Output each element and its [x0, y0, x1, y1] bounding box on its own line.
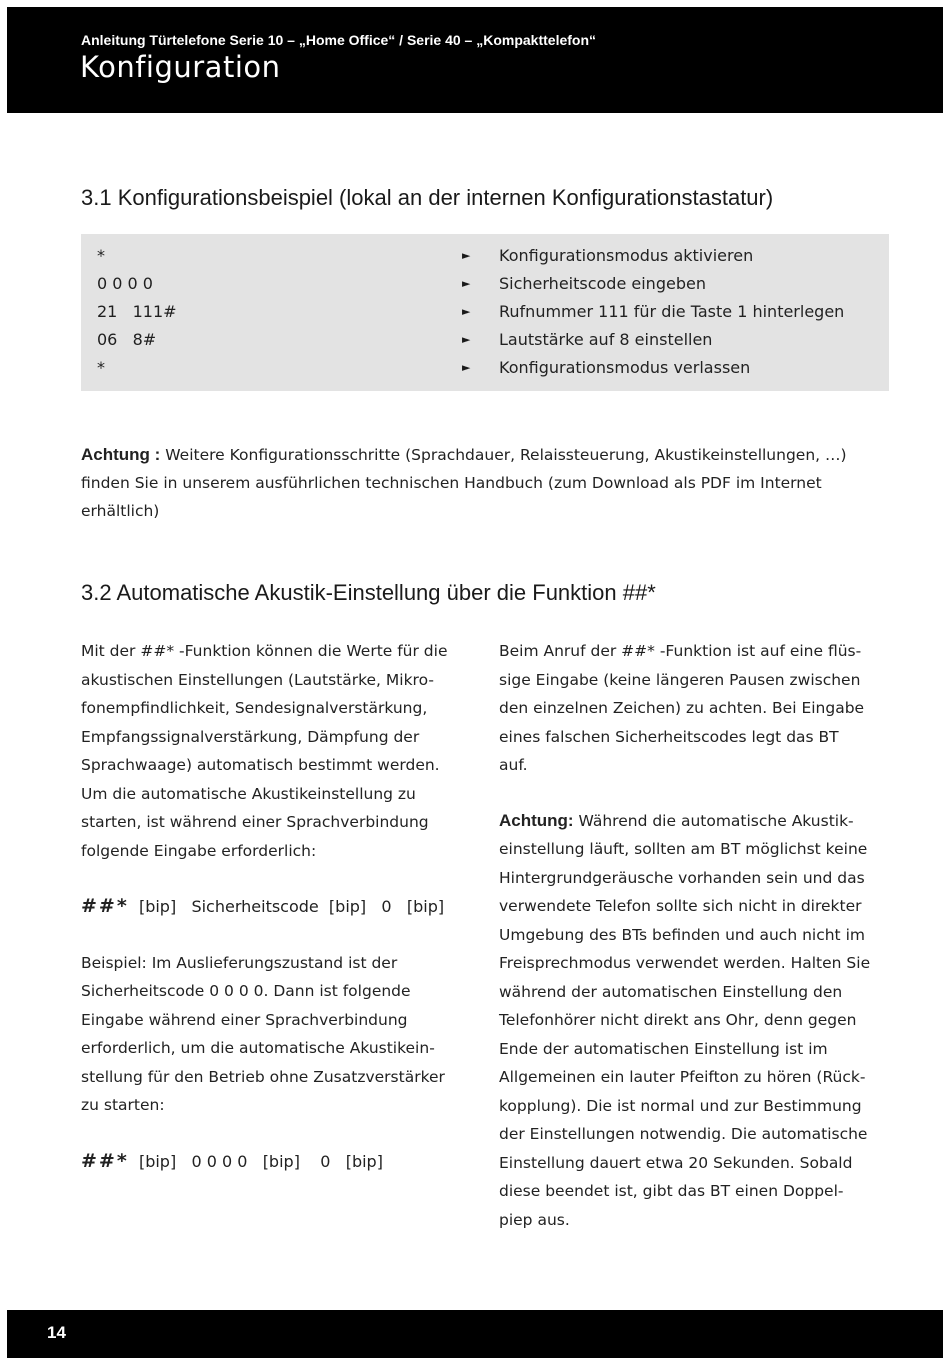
text-line: Um die automatische Akustikeinstellung zu: [81, 784, 416, 803]
text-line: Allgemeinen ein lauter Pfeifton zu hören (Rück-: [499, 1068, 866, 1086]
text-line: erforderlich, um die automatische Akustikein-: [81, 1039, 435, 1057]
text-line: auf.: [499, 756, 528, 774]
sequence-steps: [bip] 0 0 0 0 [bip] 0 [bip]: [128, 1151, 383, 1171]
text-line: zu starten:: [81, 1096, 165, 1114]
step-code: 21 111#: [97, 302, 177, 321]
text-line: Ende der automatischen Einstellung ist im: [499, 1039, 828, 1058]
config-step: [81, 274, 889, 302]
page-number: 14: [47, 1323, 66, 1342]
step-code: 06 8#: [97, 330, 157, 349]
text-line: Umgebung des BTs befinden und auch nicht im: [499, 925, 865, 944]
text-line: Beim Anruf der ##* -Funktion ist auf eine flüs-: [499, 642, 862, 660]
text-line: eines falschen Sicherheitscodes legt das BT: [499, 727, 839, 746]
key-sequence: [81, 892, 481, 922]
arrow-right-icon: ►: [462, 333, 471, 346]
note-label: Achtung:: [499, 810, 574, 830]
text-line: Freisprechmodus verwendet werden. Halten Sie: [499, 954, 871, 972]
config-step: [81, 302, 889, 330]
key-sequence: [81, 1147, 481, 1177]
text-line: akustischen Einstellungen (Lautstärke, Mikro-: [81, 670, 434, 689]
paragraph: [81, 949, 481, 1120]
step-description: Lautstärke auf 8 einstellen: [499, 330, 713, 349]
step-description: Sicherheitscode eingeben: [499, 274, 706, 293]
text-line: Sicherheitscode 0 0 0 0. Dann ist folgende: [81, 982, 411, 1000]
text-line: Während die automatische Akustik-: [573, 811, 854, 830]
config-steps-box: [81, 234, 889, 391]
step-description: Rufnummer 111 für die Taste 1 hinterlegen: [499, 302, 845, 321]
text-line: Beispiel: Im Auslieferungszustand ist der: [81, 953, 398, 972]
text-line: Telefonhörer nicht direkt ans Ohr, denn gegen: [499, 1011, 857, 1029]
text-line: Empfangssignalverstärkung, Dämpfung der: [81, 727, 420, 746]
text-line: diese beendet ist, gibt das BT einen Doppel-: [499, 1182, 844, 1200]
text-line: kopplung). Die ist normal und zur Bestimmung: [499, 1096, 862, 1115]
paragraph: [499, 637, 909, 780]
note-label: Achtung :: [81, 445, 161, 464]
warning-note: [81, 441, 901, 525]
step-description: Konfigurationsmodus verlassen: [499, 358, 751, 377]
note-text: erhältlich): [81, 502, 160, 520]
sequence-keys: ##*: [81, 895, 129, 917]
text-line: einstellung läuft, sollten am BT möglichst keine: [499, 840, 868, 858]
text-line: Sprachwaage) automatisch bestimmt werden.: [81, 756, 440, 774]
arrow-right-icon: ►: [462, 361, 471, 374]
section-heading-3-1: 3.1 Konfigurationsbeispiel (lokal an der internen Konfigurationstastatur): [81, 185, 774, 210]
left-column: [81, 637, 481, 1176]
text-line: den einzelnen Zeichen) zu achten. Bei Eingabe: [499, 699, 865, 717]
text-line: während der automatischen Einstellung den: [499, 982, 843, 1001]
text-line: piep aus.: [499, 1210, 570, 1229]
arrow-right-icon: ►: [462, 305, 471, 318]
page-title: Konfiguration: [80, 50, 281, 84]
arrow-right-icon: ►: [462, 277, 471, 290]
page-header: [7, 7, 943, 113]
document-subtitle: Anleitung Türtelefone Serie 10 – „Home Office“ / Serie 40 – „Kompakttelefon“: [81, 32, 597, 48]
text-line: verwendete Telefon sollte sich nicht in direkter: [499, 897, 862, 915]
step-code: *: [97, 246, 105, 265]
text-line: sige Eingabe (keine längeren Pausen zwischen: [499, 670, 861, 689]
step-description: Konfigurationsmodus aktivieren: [499, 246, 754, 265]
page-footer: [7, 1310, 943, 1358]
text-line: der Einstellungen notwendig. Die automatische: [499, 1125, 868, 1143]
warning-paragraph: [499, 807, 909, 1235]
config-step: [81, 330, 889, 358]
paragraph: [81, 637, 481, 865]
text-line: Hintergrundgeräusche vorhanden sein und das: [499, 868, 865, 887]
text-line: starten, ist während einer Sprachverbindung: [81, 813, 429, 831]
note-text: finden Sie in unserem ausführlichen technischen Handbuch (zum Download als PDF im Internet: [81, 474, 822, 492]
step-code: 0 0 0 0: [97, 274, 153, 293]
step-code: *: [97, 358, 105, 377]
sequence-keys: ##*: [81, 1149, 129, 1172]
text-line: stellung für den Betrieb ohne Zusatzverstärker: [81, 1067, 445, 1086]
section-heading-3-2: 3.2 Automatische Akustik-Einstellung über die Funktion ##*: [81, 580, 656, 605]
text-line: Eingabe während einer Sprachverbindung: [81, 1010, 408, 1029]
sequence-steps: [bip] Sicherheitscode [bip] 0 [bip]: [128, 897, 445, 916]
config-step: [81, 358, 889, 386]
arrow-right-icon: ►: [462, 249, 471, 262]
note-text: Weitere Konfigurationsschritte (Sprachdauer, Relaissteuerung, Akustikeinstellungen, …): [160, 446, 847, 464]
text-line: folgende Eingabe erforderlich:: [81, 841, 317, 860]
config-step: [81, 246, 889, 274]
text-line: Einstellung dauert etwa 20 Sekunden. Sobald: [499, 1153, 853, 1172]
text-line: fonempfindlichkeit, Sendesignalverstärkung,: [81, 699, 428, 717]
right-column: [499, 637, 909, 1234]
text-line: Mit der ##* -Funktion können die Werte für die: [81, 642, 448, 660]
